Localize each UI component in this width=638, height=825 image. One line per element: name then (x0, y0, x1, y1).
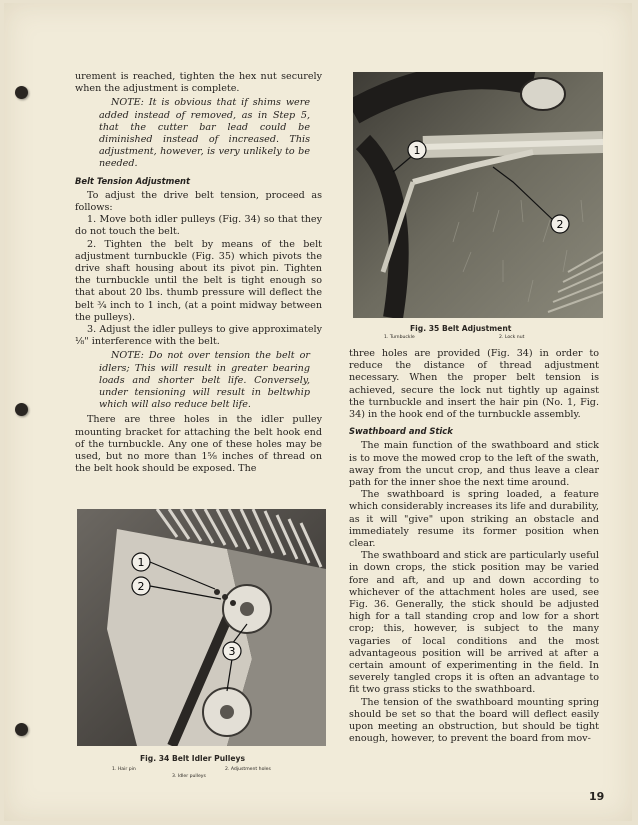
paragraph: The main function of the swathboard and stick is to move the mowed crop to the left of the swath, away from the uncut crop, and thus leave a clear path for the inner shoe the next time around. (349, 440, 599, 489)
page-number: 19 (589, 790, 605, 803)
step-1: 1. Move both idler pulleys (Fig. 34) so that they do not touch the belt. (75, 214, 322, 238)
paragraph: The swathboard and stick are particularly useful in down crops, the stick position may be varied fore and aft, and up and down according to whichever of the attachment holes are used, see Fig. 36. Generally, the stick should be adjusted high for a tall standing crop and low for a short crop; this, however, is subject to the many vagaries of local conditions and the most advantageous position will be arrived at after a certain amount of experimenting in the field. In severely tangled crops it is often an advantage to fit two grass sticks to the swathboard. (349, 550, 599, 696)
fig34-caption: Fig. 34 Belt Idler Pulleys (140, 754, 245, 763)
svg-text:2: 2 (556, 218, 564, 231)
note-text: It is obvious that if shims were added instead of removed, as in Step 5, that the cutter bar lead could be diminished instead of increased. This adjustment, however, is very unlikely to be needed. (99, 97, 310, 170)
fig34-legend-1: 1. Hair pin (112, 767, 136, 772)
note-label: NOTE: (111, 350, 144, 362)
fig34-legend-2: 2. Adjustment holes (225, 767, 271, 772)
left-text-column (75, 71, 322, 476)
note (75, 97, 322, 170)
note-text: Do not over tension the belt or idlers; This will result in greater bearing loads and shorter belt life. Conversely, under tensioning will result in beltwhip which will also reduce belt life. (99, 350, 310, 411)
note-label: NOTE: (111, 97, 144, 109)
svg-text:3: 3 (228, 645, 236, 658)
binder-hole (15, 403, 28, 416)
fig34-legend-3: 3. Idler pulleys (172, 774, 206, 779)
fig35-legend-2: 2. Lock nut (499, 335, 525, 340)
svg-text:2: 2 (137, 580, 145, 593)
paragraph: The tension of the swathboard mounting spring should be set so that the board will deflect easily upon meeting an obstruction, but should be tight enough, however, to prevent the board from mov- (349, 696, 599, 745)
section-heading-swathboard: Swathboard and Stick (349, 426, 453, 437)
paragraph: three holes are provided (Fig. 34) in order to reduce the distance of thread adjustment necessary. When the proper belt tension is achieved, secure the lock nut tightly up against the turnbuckle and insert the hair pin (No. 1, Fig. 34) in the hook end of the turnbuckle assembly. (349, 348, 599, 421)
svg-text:1: 1 (413, 144, 421, 157)
fig34-photo (77, 509, 326, 746)
section-heading-belt-tension: Belt Tension Adjustment (75, 175, 191, 186)
fig35-photo (353, 72, 603, 318)
callout-2 (132, 577, 150, 595)
right-text-column (349, 348, 599, 746)
note (75, 350, 322, 411)
step-2: 2. Tighten the belt by means of the belt adjustment turnbuckle (Fig. 35) which pivots the drive shaft housing about its pivot pin. Tighten the turnbuckle until the belt is tight enough so that about 20 lbs. thumb pressure will deflect the belt ¾ inch to 1 inch, (at a point midway between the pulleys). (75, 238, 322, 323)
callout-2 (551, 215, 569, 233)
svg-text:1: 1 (137, 556, 145, 569)
callout-3 (223, 642, 241, 660)
binder-hole (15, 723, 28, 736)
paragraph: There are three holes in the idler pulley mounting bracket for attaching the belt hook end of the turnbuckle. Any one of these holes may be used, but no more than 1⅝ inches of thread on the belt hook should be exposed. The (75, 414, 322, 475)
fig35-legend-1: 1. Turnbuckle (384, 335, 415, 340)
binder-hole (15, 86, 28, 99)
callout-1 (132, 553, 150, 571)
step-3: 3. Adjust the idler pulleys to give approximately ⅛" interference with the belt. (75, 324, 322, 348)
paragraph: urement is reached, tighten the hex nut securely when the adjustment is complete. (75, 71, 322, 95)
paragraph: To adjust the drive belt tension, proceed as follows: (75, 189, 322, 214)
paragraph: The swathboard is spring loaded, a feature which considerably increases its life and durability, as it will "give" upon striking an obstacle and immediately resume its former position when clear. (349, 489, 599, 550)
fig35-caption: Fig. 35 Belt Adjustment (410, 324, 512, 333)
callout-1 (408, 141, 426, 159)
fig35-callouts (353, 72, 603, 318)
fig34-callouts (77, 509, 326, 746)
